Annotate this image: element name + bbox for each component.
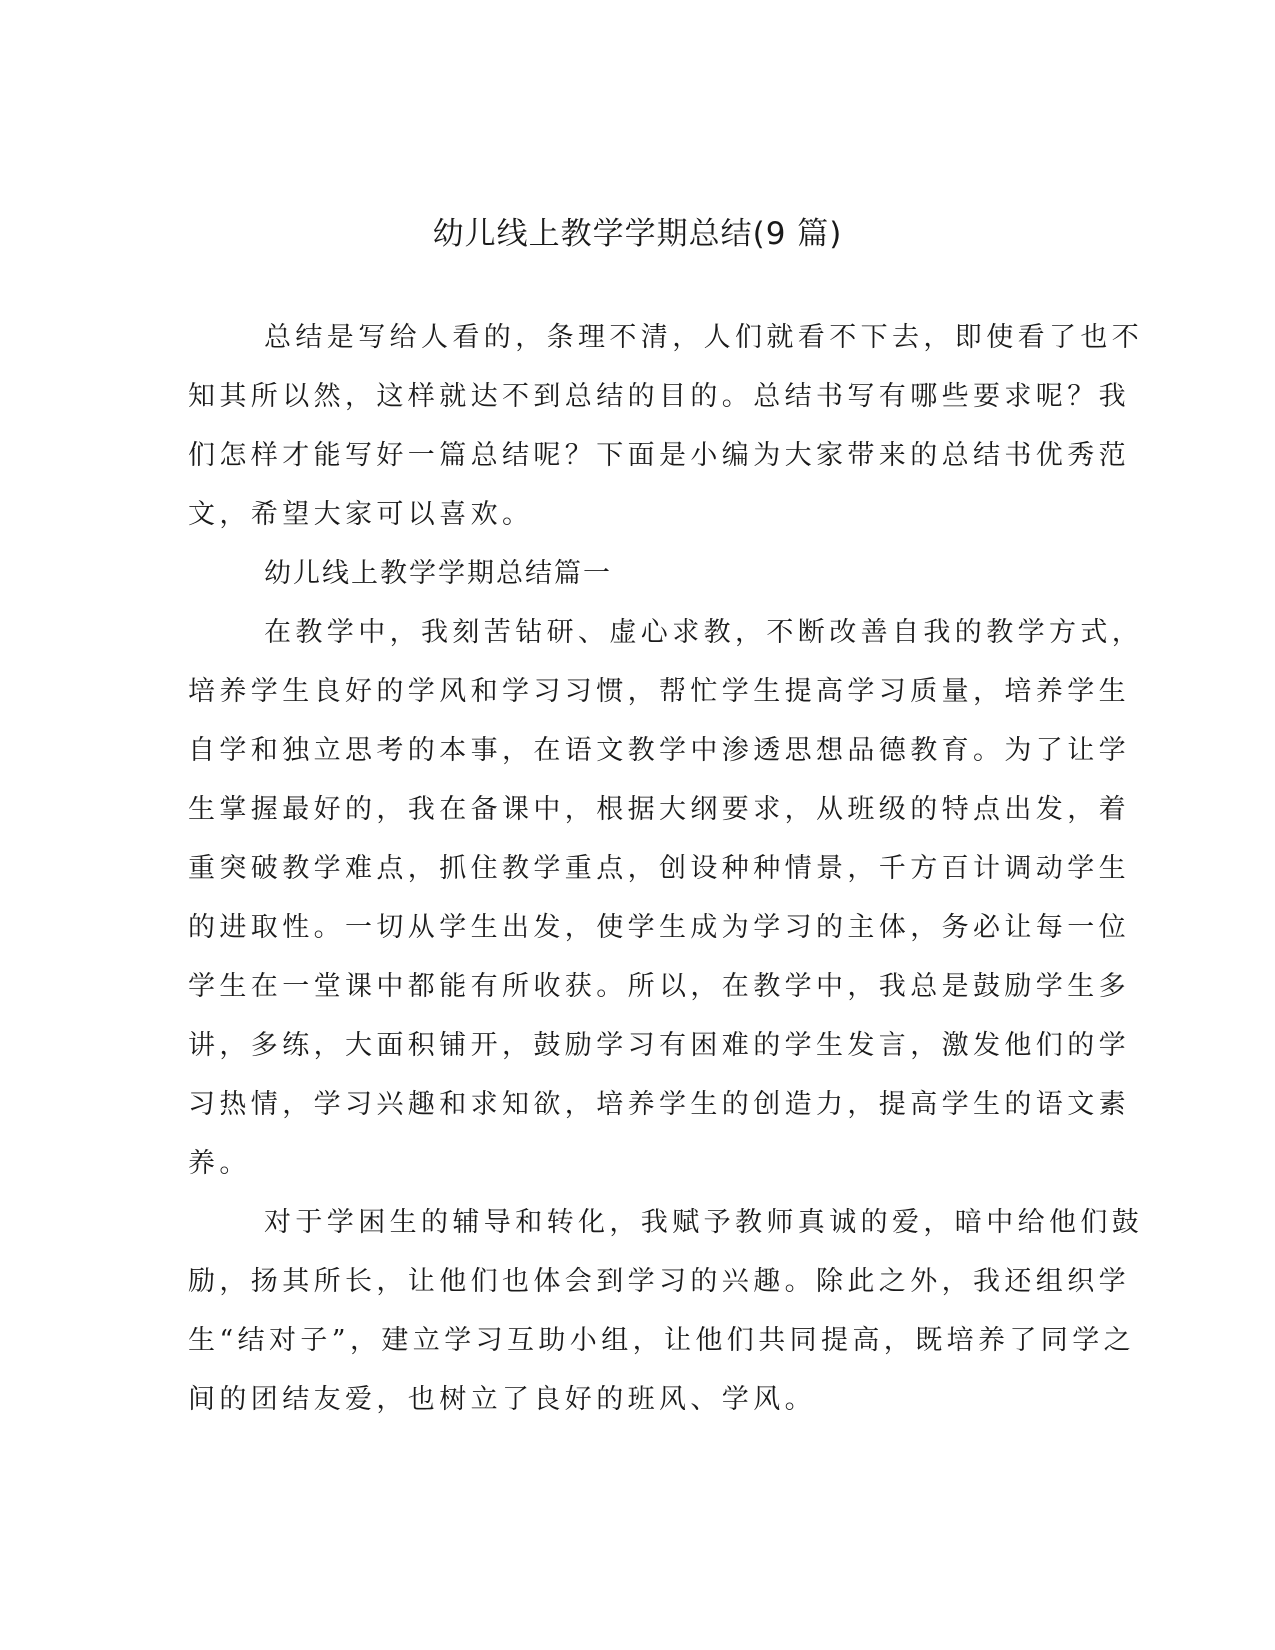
intro-line: 们怎样才能写好一篇总结呢？下面是小编为大家带来的总结书优秀范 [188,440,1130,471]
paragraph-line: 生掌握最好的，我在备课中，根据大纲要求，从班级的特点出发，着 [188,794,1130,825]
paragraph-line: 自学和独立思考的本事，在语文教学中渗透思想品德教育。为了让学 [188,735,1130,766]
paragraph-line: 讲，多练，大面积铺开，鼓励学习有困难的学生发言，激发他们的学 [188,1030,1130,1061]
intro-line: 文，希望大家可以喜欢。 [188,499,534,530]
intro-line: 总结是写给人看的，条理不清，人们就看不下去，即使看了也不 [264,322,1144,353]
paragraph-line: 养。 [188,1148,251,1179]
paragraph-line: 的进取性。一切从学生出发，使学生成为学习的主体，务必让每一位 [188,912,1130,943]
intro-line: 知其所以然，这样就达不到总结的目的。总结书写有哪些要求呢？我 [188,381,1130,412]
document-title: 幼儿线上教学学期总结(9 篇) [432,216,843,252]
paragraph-line: 励，扬其所长，让他们也体会到学习的兴趣。除此之外，我还组织学 [188,1266,1130,1297]
paragraph-line: 对于学困生的辅导和转化，我赋予教师真诚的爱，暗中给他们鼓 [264,1207,1144,1238]
paragraph-line: 学生在一堂课中都能有所收获。所以，在教学中，我总是鼓励学生多 [188,971,1130,1002]
paragraph-line: 间的团结友爱，也树立了良好的班风、学风。 [188,1384,816,1415]
paragraph-line: 习热情，学习兴趣和求知欲，培养学生的创造力，提高学生的语文素 [188,1089,1130,1120]
paragraph-line: 重突破教学难点，抓住教学重点，创设种种情景，千方百计调动学生 [188,853,1130,884]
paragraph-line: 在教学中，我刻苦钻研、虚心求教，不断改善自我的教学方式， [264,617,1144,648]
paragraph-line: 培养学生良好的学风和学习习惯，帮忙学生提高学习质量，培养学生 [188,676,1130,707]
section-heading: 幼儿线上教学学期总结篇一 [264,558,612,589]
paragraph-line: 生“结对子”，建立学习互助小组，让他们共同提高，既培养了同学之 [188,1325,1136,1356]
